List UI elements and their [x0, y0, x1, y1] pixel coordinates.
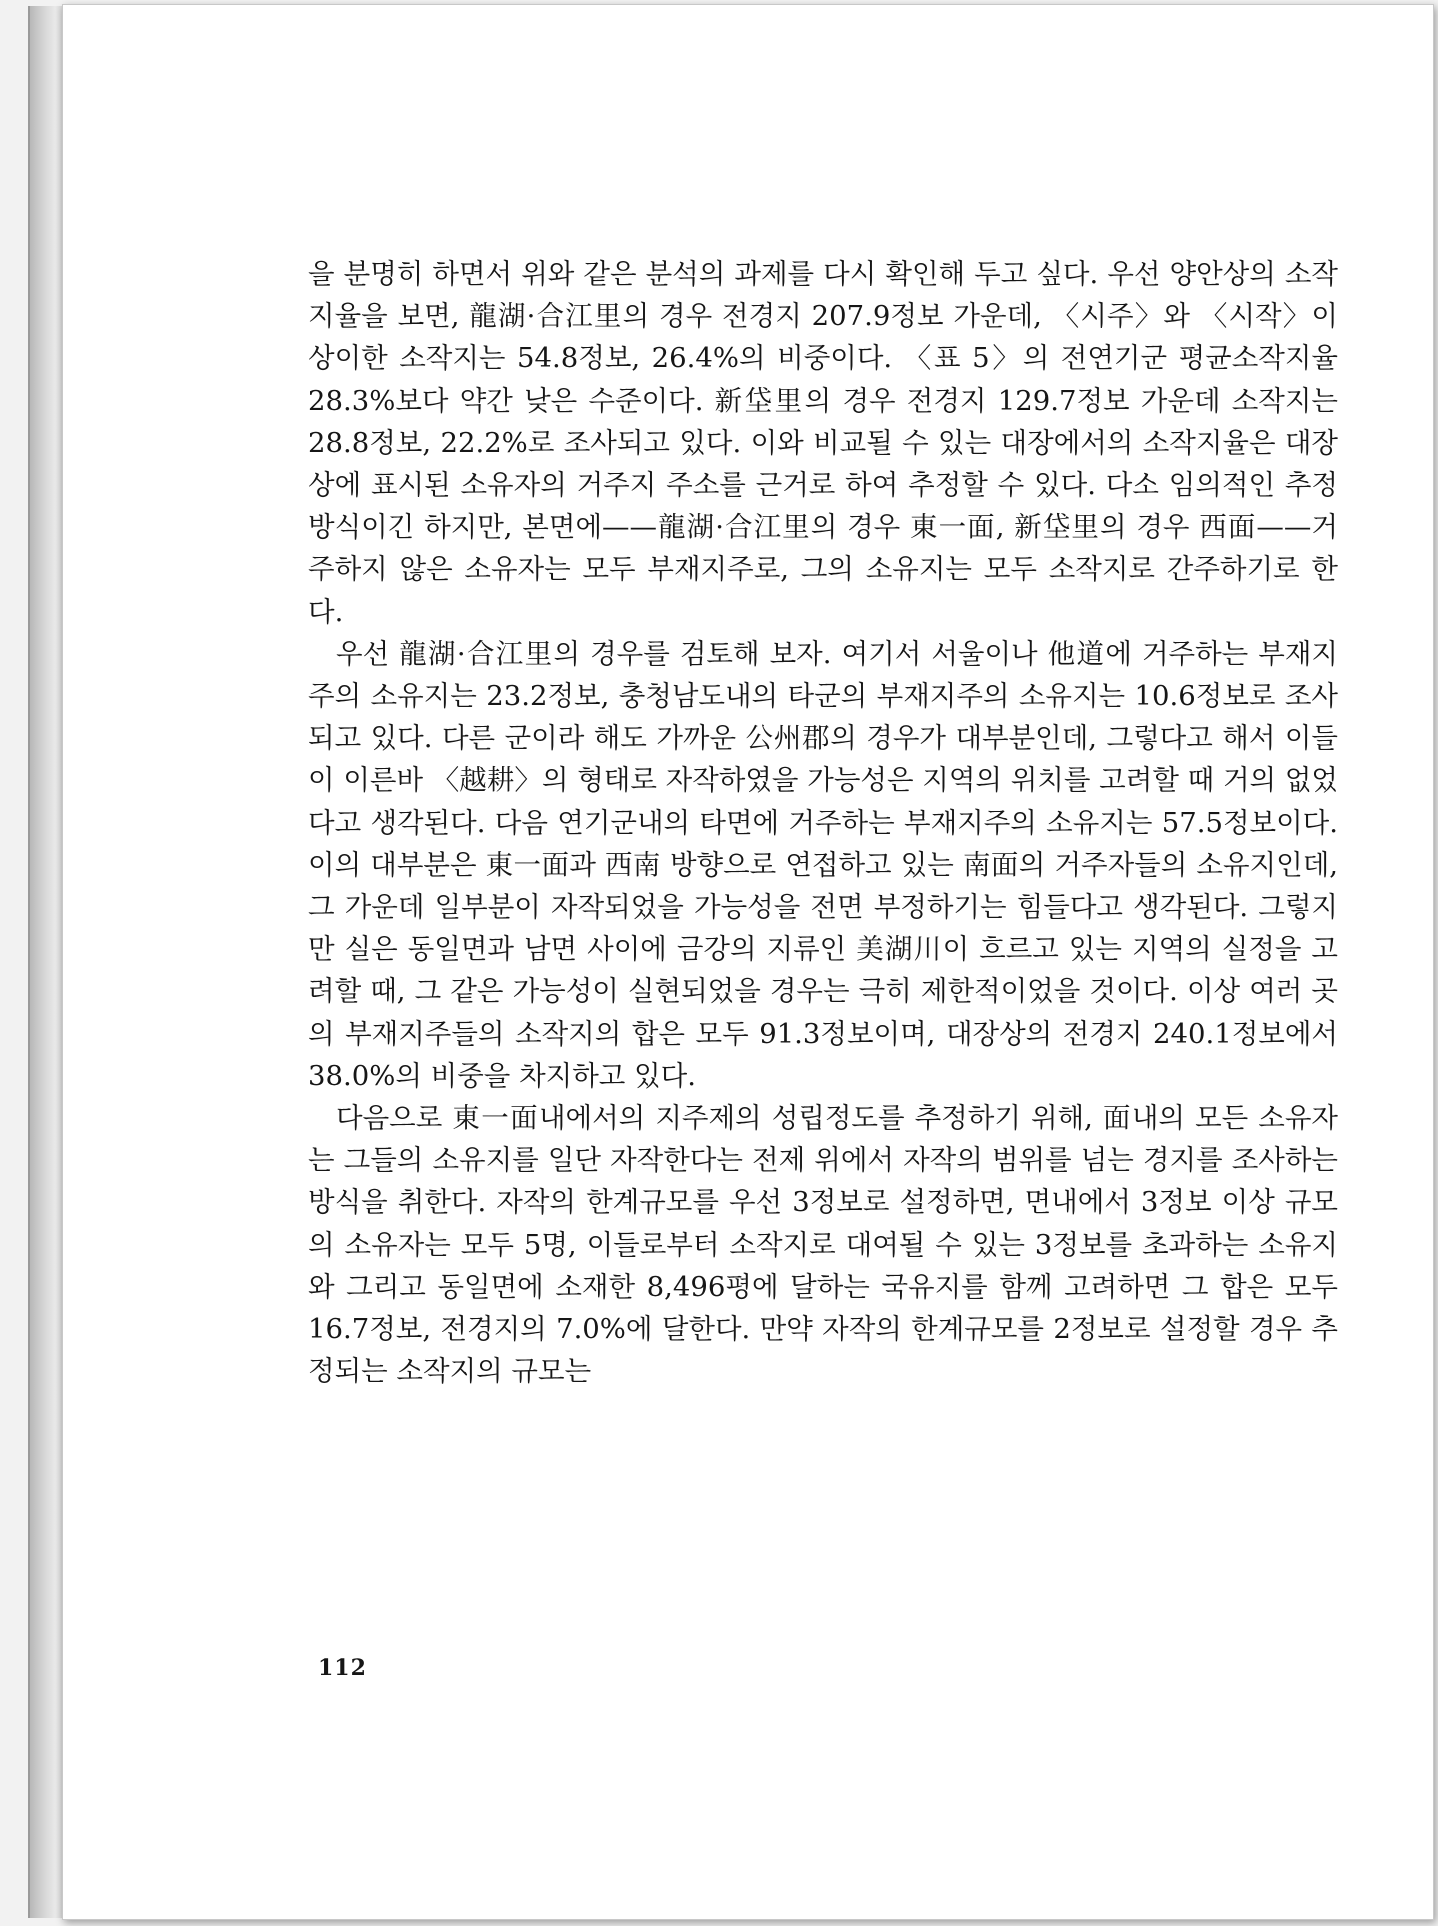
- body-text: [308, 253, 1338, 1392]
- page-number: 112: [318, 1655, 367, 1681]
- book-page: [62, 4, 1434, 1920]
- paragraph-3: 다음으로 東一面내에서의 지주제의 성립정도를 추정하기 위해, 面내의 모든 소유자는 그들의 소유지를 일단 자작한다는 전제 위에서 자작의 범위를 넘는 경지를 조사하는 방식을 취한다. 자작의 한계규모를 우선 3정보로 설정하면, 면내에서 3정보 이상 규모의 소유자는 모두 5명, 이들로부터 소작지로 대여될 수 있는 3정보를 초과하는 소유지와 그리고 동일면에 소재한 8,496평에 달하는 국유지를 함께 고려하면 그 합은 모두 16.7정보, 전경지의 7.0%에 달한다. 만약 자작의 한계규모를 2정보로 설정할 경우 추정되는 소작지의 규모는: [308, 1102, 1338, 1388]
- paragraph-2: 우선 龍湖·合江里의 경우를 검토해 보자. 여기서 서울이나 他道에 거주하는 부재지주의 소유지는 23.2정보, 충청남도내의 타군의 부재지주의 소유지는 10.6정보로 조사되고 있다. 다른 군이라 해도 가까운 公州郡의 경우가 대부분인데, 그렇다고 해서 이들이 이른바 〈越耕〉의 형태로 자작하였을 가능성은 지역의 위치를 고려할 때 거의 없었다고 생각된다. 다음 연기군내의 타면에 거주하는 부재지주의 소유지는 57.5정보이다. 이의 대부분은 東一面과 西南 방향으로 연접하고 있는 南面의 거주자들의 소유지인데, 그 가운데 일부분이 자작되었을 가능성을 전면 부정하기는 힘들다고 생각된다. 그렇지만 실은 동일면과 남면 사이에 금강의 지류인 美湖川이 흐르고 있는 지역의 실정을 고려할 때, 그 같은 가능성이 실현되었을 경우는 극히 제한적이었을 것이다. 이상 여러 곳의 부재지주들의 소작지의 합은 모두 91.3정보이며, 대장상의 전경지 240.1정보에서 38.0%의 비중을 차지하고 있다.: [308, 637, 1338, 1092]
- book-spine-edge: [28, 6, 66, 1918]
- paragraph-1: 을 분명히 하면서 위와 같은 분석의 과제를 다시 확인해 두고 싶다. 우선 양안상의 소작지율을 보면, 龍湖·合江里의 경우 전경지 207.9정보 가운데, 〈시주〉와 〈시작〉이 상이한 소작지는 54.8정보, 26.4%의 비중이다. 〈표 5〉의 전연기군 평균소작지율 28.3%보다 약간 낮은 수준이다. 新垈里의 경우 전경지 129.7정보 가운데 소작지는 28.8정보, 22.2%로 조사되고 있다. 이와 비교될 수 있는 대장에서의 소작지율은 대장상에 표시된 소유자의 거주지 주소를 근거로 하여 추정할 수 있다. 다소 임의적인 추정방식이긴 하지만, 본면에——龍湖·合江里의 경우 東一面, 新垈里의 경우 西面——거주하지 않은 소유자는 모두 부재지주로, 그의 소유지는 모두 소작지로 간주하기로 한다.: [308, 258, 1338, 628]
